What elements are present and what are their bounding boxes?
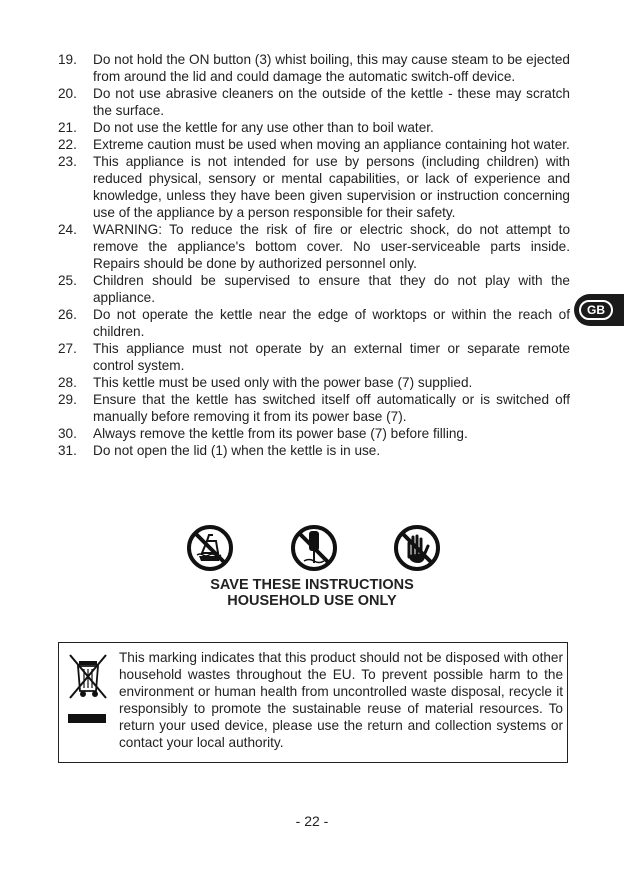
no-immersion-icon xyxy=(185,523,235,573)
weee-notice xyxy=(58,642,568,763)
item-text: Ensure that the kettle has switched itself off automatically or is switched off manually before removing it from its power base (7). xyxy=(93,392,570,424)
item-text: Do not hold the ON button (3) whist boiling, this may cause steam to be ejected from around the lid and could damage the automatic switch-off device. xyxy=(93,52,570,84)
list-item xyxy=(58,306,570,340)
list-item xyxy=(58,272,570,306)
item-text: Do not use abrasive cleaners on the outside of the kettle - these may scratch the surface. xyxy=(93,86,570,118)
list-item xyxy=(58,340,570,374)
list-item xyxy=(58,85,570,119)
item-number: 24. xyxy=(58,222,77,237)
item-number: 30. xyxy=(58,426,77,441)
list-item xyxy=(58,374,570,391)
item-text: Do not open the lid (1) when the kettle is in use. xyxy=(93,443,381,458)
list-item xyxy=(58,153,570,221)
item-number: 26. xyxy=(58,307,77,322)
item-text: This appliance is not intended for use by persons (including children) with reduced physical, sensory or mental capabilities, or lack of experience and knowledge, unless they have been given supervision or instruction concerning use of the appliance by a person responsible for their safety. xyxy=(93,154,570,220)
item-text: Do not operate the kettle near the edge of worktops or within the reach of children. xyxy=(93,307,570,339)
save-line-2: HOUSEHOLD USE ONLY xyxy=(227,593,397,609)
item-text: WARNING: To reduce the risk of fire or electric shock, do not attempt to remove the appliance's bottom cover. No user-serviceable parts inside. Repairs should be done by authorized personnel only. xyxy=(93,222,570,271)
item-number: 19. xyxy=(58,52,77,67)
crossed-bin-icon xyxy=(67,651,109,701)
no-wet-plug-icon xyxy=(289,523,339,573)
no-wet-hands-icon xyxy=(392,523,442,573)
item-number: 20. xyxy=(58,86,77,101)
item-number: 27. xyxy=(58,341,77,356)
warning-icons xyxy=(0,523,624,575)
list-item xyxy=(58,391,570,425)
item-number: 28. xyxy=(58,375,77,390)
item-text: Children should be supervised to ensure that they do not play with the appliance. xyxy=(93,273,570,305)
item-number: 25. xyxy=(58,273,77,288)
list-item xyxy=(58,119,570,136)
item-number: 29. xyxy=(58,392,77,407)
item-number: 31. xyxy=(58,443,77,458)
item-text: Extreme caution must be used when moving an appliance containing hot water. xyxy=(93,137,570,152)
item-text: This appliance must not operate by an external timer or separate remote control system. xyxy=(93,341,570,373)
weee-bar xyxy=(68,714,106,723)
item-number: 21. xyxy=(58,120,77,135)
item-number: 23. xyxy=(58,154,77,169)
language-badge: GB xyxy=(579,300,613,320)
weee-text: This marking indicates that this product should not be disposed with other household wastes throughout the EU. To prevent possible harm to the environment or human health from uncontrolled waste disposal, recycle it responsibly to promote the sustainable reuse of material resources. To return your used device, please use the return and collection systems or contact your local authority. xyxy=(119,650,563,750)
save-line-1: SAVE THESE INSTRUCTIONS xyxy=(210,577,414,593)
list-item xyxy=(58,136,570,153)
list-item xyxy=(58,442,570,459)
item-text: Always remove the kettle from its power base (7) before filling. xyxy=(93,426,468,441)
item-number: 22. xyxy=(58,137,77,152)
list-item xyxy=(58,425,570,442)
list-item xyxy=(58,221,570,272)
instruction-list xyxy=(58,51,570,459)
item-text: This kettle must be used only with the power base (7) supplied. xyxy=(93,375,473,390)
save-instructions xyxy=(0,577,624,609)
list-item xyxy=(58,51,570,85)
language-tab xyxy=(574,294,624,326)
page-number: - 22 - xyxy=(295,813,329,829)
item-text: Do not use the kettle for any use other than to boil water. xyxy=(93,120,434,135)
